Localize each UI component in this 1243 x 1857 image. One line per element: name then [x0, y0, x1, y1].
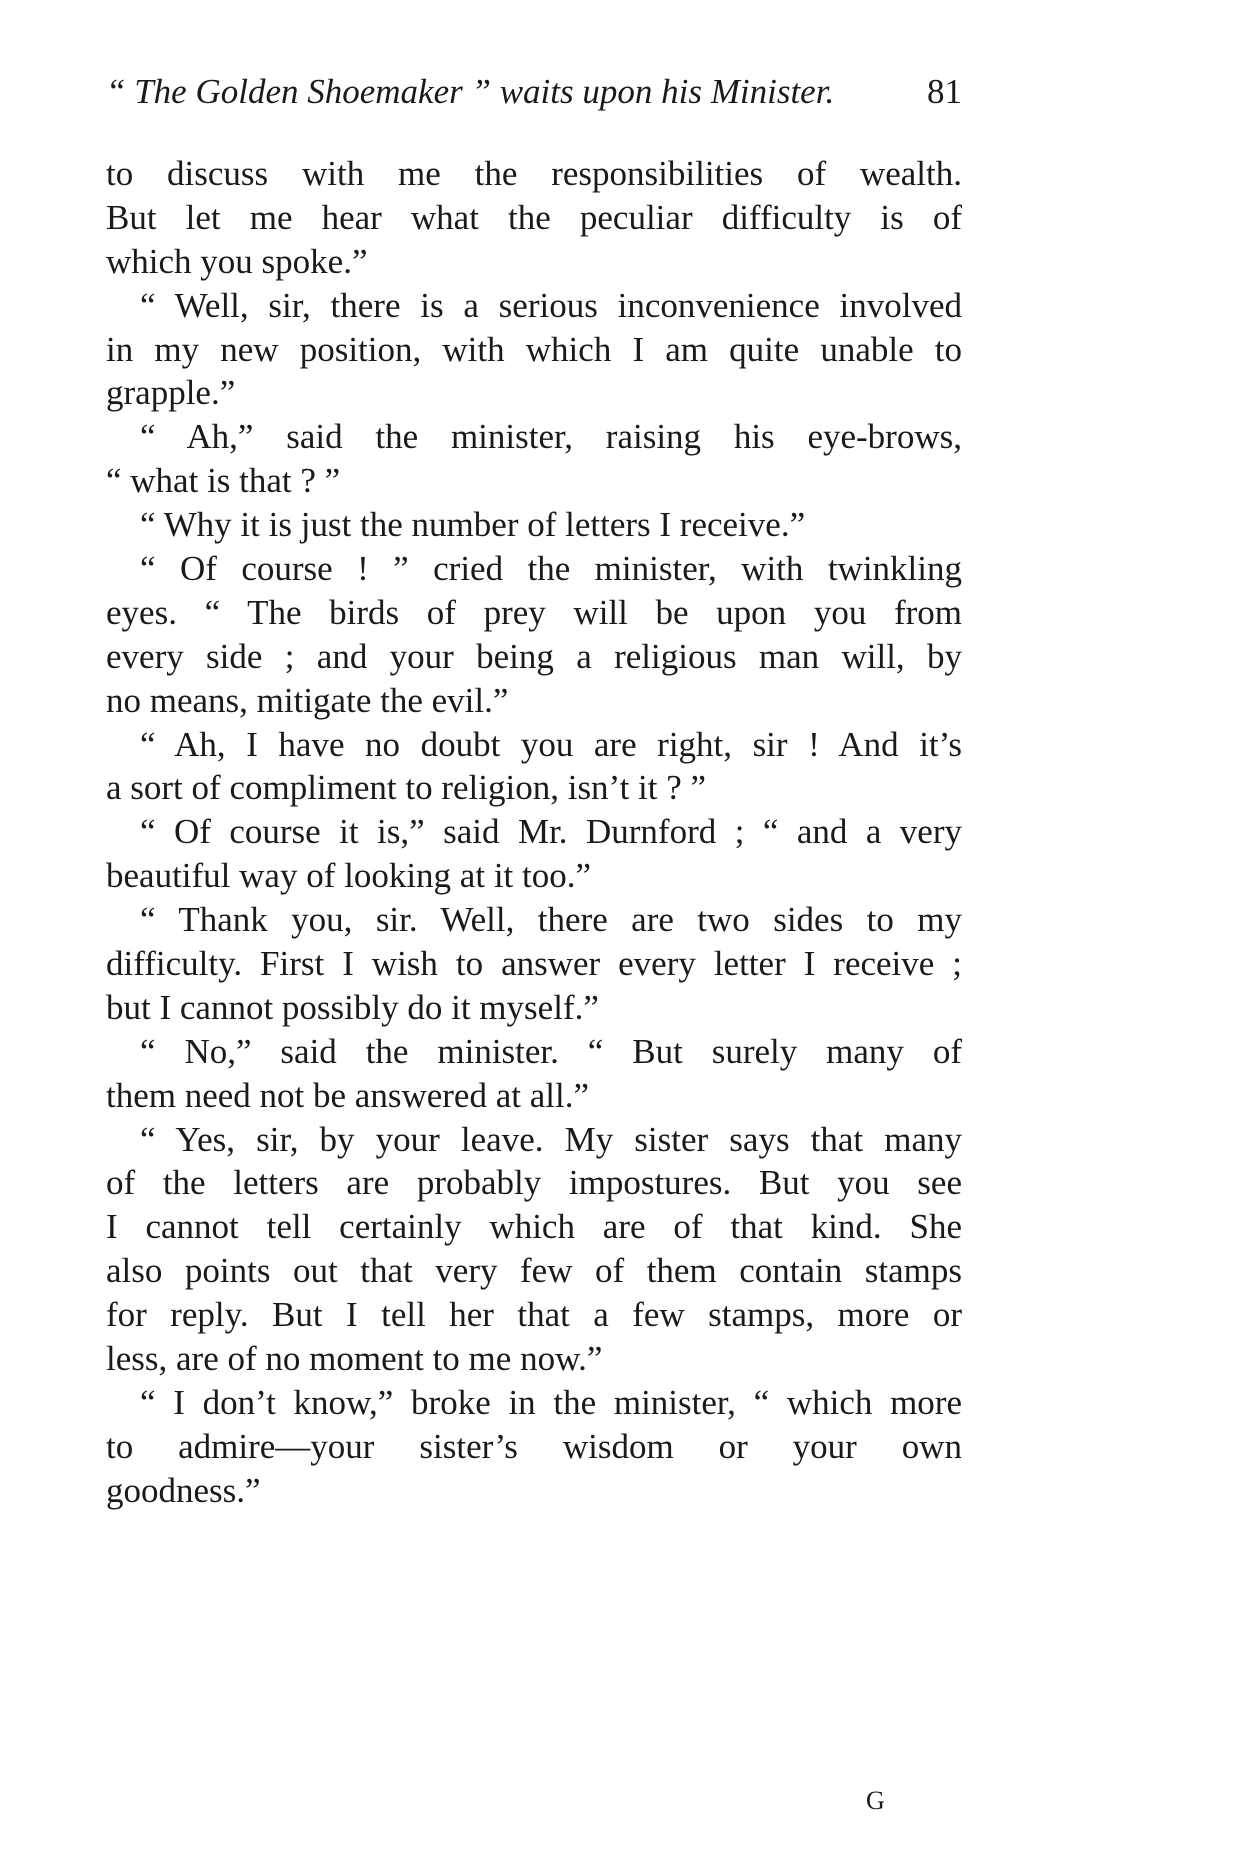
- text-line: but I cannot possibly do it myself.”: [106, 987, 599, 1027]
- text-line: difficulty. First I wish to answer every letter I receive ;: [106, 944, 962, 984]
- text-line: “ No,” said the minister. “ But surely many of: [140, 1031, 962, 1071]
- text-line: “ what is that ? ”: [106, 461, 341, 501]
- page-number: 81: [927, 72, 962, 111]
- text-line: “ Ah,” said the minister, raising his eye-brows,: [140, 417, 962, 457]
- running-title: “ The Golden Shoemaker ” waits upon his Minister.: [106, 72, 835, 111]
- text-line: every side ; and your being a religious man will, by: [106, 636, 962, 676]
- text-line: of the letters are probably impostures. But you see: [106, 1163, 962, 1203]
- text-line: “ Ah, I have no doubt you are right, sir ! And it’s: [140, 724, 962, 764]
- text-line: “ I don’t know,” broke in the minister, “ which more: [140, 1382, 962, 1422]
- text-line: “ Yes, sir, by your leave. My sister says that many: [140, 1119, 962, 1159]
- text-line: for reply. But I tell her that a few stamps, more or: [106, 1295, 962, 1335]
- text-line: a sort of compliment to religion, isn’t it ? ”: [106, 768, 707, 808]
- text-line: “ Of course ! ” cried the minister, with twinkling: [140, 549, 962, 589]
- text-line: goodness.”: [106, 1470, 261, 1510]
- text-line: to admire—your sister’s wisdom or your own: [106, 1426, 962, 1466]
- text-line: “ Of course it is,” said Mr. Durnford ; “ and a very: [140, 812, 962, 852]
- body-text: [106, 152, 962, 1513]
- text-line: I cannot tell certainly which are of that kind. She: [106, 1207, 962, 1247]
- text-line: “ Thank you, sir. Well, there are two sides to my: [140, 900, 962, 940]
- text-line: no means, mitigate the evil.”: [106, 680, 509, 720]
- text-line: “ Well, sir, there is a serious inconvenience involved: [140, 285, 962, 325]
- text-line: which you spoke.”: [106, 241, 368, 281]
- signature-mark: G: [866, 1786, 886, 1815]
- running-header: [106, 72, 962, 122]
- text-line: them need not be answered at all.”: [106, 1075, 589, 1115]
- text-line: But let me hear what the peculiar difficulty is of: [106, 197, 962, 237]
- text-line: eyes. “ The birds of prey will be upon you from: [106, 592, 962, 632]
- text-line: also points out that very few of them contain stamps: [106, 1251, 962, 1291]
- text-line: “ Why it is just the number of letters I receive.”: [140, 505, 806, 545]
- text-line: grapple.”: [106, 373, 236, 413]
- text-line: to discuss with me the responsibilities of wealth.: [106, 154, 962, 193]
- text-line: beautiful way of looking at it too.”: [106, 856, 592, 896]
- text-line: less, are of no moment to me now.”: [106, 1339, 603, 1379]
- text-line: in my new position, with which I am quite unable to: [106, 329, 962, 369]
